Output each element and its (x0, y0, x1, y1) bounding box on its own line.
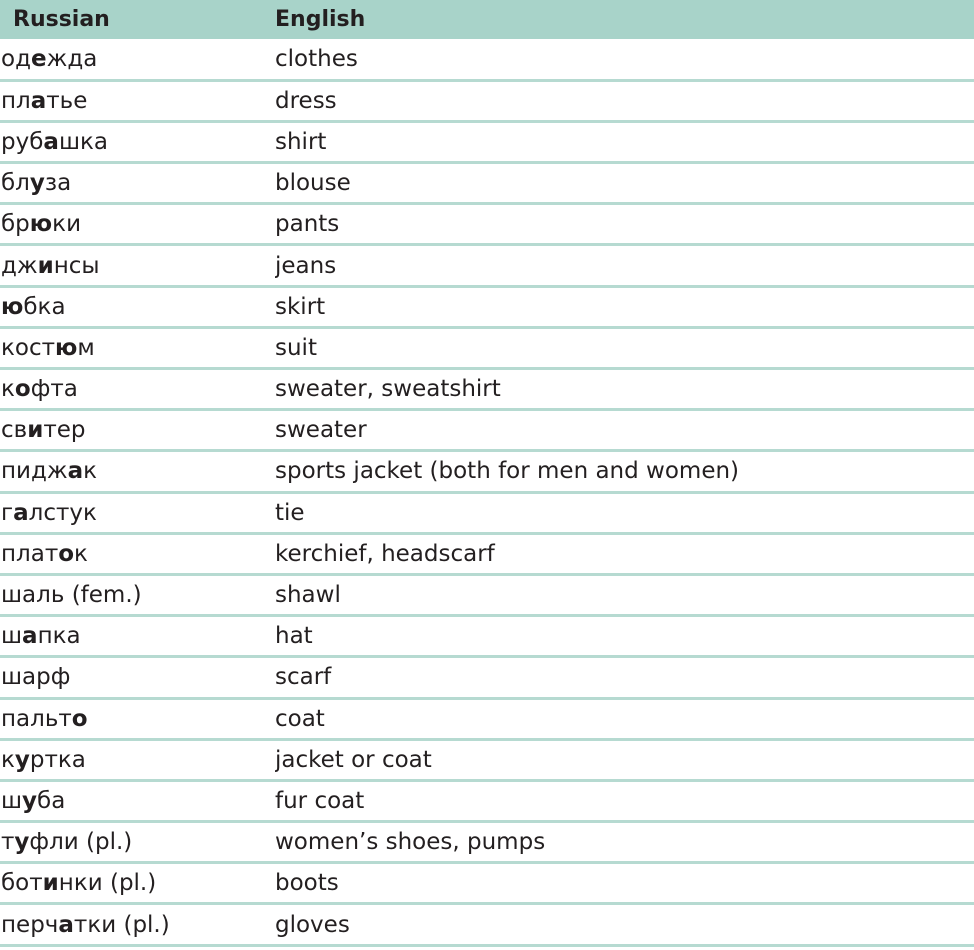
russian-word-part: ш (1, 623, 23, 650)
table-row (0, 616, 974, 657)
english-translation: tie (275, 492, 974, 533)
russian-word-part: фта (30, 376, 78, 403)
russian-word (0, 39, 275, 80)
russian-word (0, 163, 275, 204)
russian-word (0, 822, 275, 863)
russian-word (0, 616, 275, 657)
russian-word-part: лстук (28, 499, 97, 526)
stressed-vowel: а (13, 499, 29, 526)
russian-word-part: м (77, 334, 95, 361)
russian-word-part: шаль (fem.) (1, 582, 142, 609)
russian-word-part: руб (1, 128, 44, 155)
stressed-vowel: о (71, 705, 88, 732)
russian-word-part: пл (1, 87, 31, 114)
english-translation: suit (275, 327, 974, 368)
stressed-vowel: о (58, 540, 75, 567)
russian-word-part: од (1, 45, 31, 72)
table-row (0, 533, 974, 574)
russian-word-part: тер (43, 417, 86, 444)
english-translation: shirt (275, 121, 974, 162)
russian-word (0, 245, 275, 286)
stressed-vowel: ю (29, 211, 53, 238)
stressed-vowel: у (14, 746, 30, 773)
russian-word-part: тье (46, 87, 88, 114)
table-row (0, 369, 974, 410)
stressed-vowel: у (29, 170, 45, 197)
table-row (0, 698, 974, 739)
russian-word (0, 492, 275, 533)
stressed-vowel: а (67, 458, 84, 485)
russian-word-part: пка (37, 623, 81, 650)
russian-word-part: ш (1, 787, 23, 814)
russian-word (0, 286, 275, 327)
table-row (0, 163, 974, 204)
table-row (0, 451, 974, 492)
english-translation: jeans (275, 245, 974, 286)
table-row (0, 657, 974, 698)
stressed-vowel: е (30, 45, 47, 72)
russian-word-part: к (1, 376, 15, 403)
table-header (0, 0, 974, 39)
stressed-vowel: ю (1, 293, 24, 320)
english-translation: sweater (275, 410, 974, 451)
english-translation: blouse (275, 163, 974, 204)
english-translation: shawl (275, 574, 974, 615)
stressed-vowel: а (58, 911, 74, 938)
russian-word-part: т (1, 829, 15, 856)
table-row (0, 327, 974, 368)
russian-word (0, 80, 275, 121)
russian-word-part: шка (58, 128, 108, 155)
column-header-english: English (275, 7, 366, 32)
table-row (0, 780, 974, 821)
column-header-russian: Russian (13, 7, 110, 32)
english-translation: fur coat (275, 780, 974, 821)
english-translation: coat (275, 698, 974, 739)
english-translation: dress (275, 80, 974, 121)
russian-word (0, 204, 275, 245)
header-row (0, 0, 974, 39)
russian-word-part: дж (1, 252, 38, 279)
stressed-vowel: и (37, 252, 54, 279)
russian-word-part: нки (pl.) (58, 870, 157, 897)
russian-word-part: за (44, 170, 72, 197)
russian-word-part: пидж (1, 458, 68, 485)
russian-word (0, 410, 275, 451)
table-row (0, 739, 974, 780)
russian-word-part: к (1, 746, 15, 773)
russian-word-part: к (74, 540, 88, 567)
stressed-vowel: и (27, 417, 44, 444)
table-row (0, 204, 974, 245)
english-translation: pants (275, 204, 974, 245)
russian-word (0, 657, 275, 698)
table-row (0, 822, 974, 863)
english-translation: kerchief, headscarf (275, 533, 974, 574)
russian-word (0, 533, 275, 574)
russian-word-part: св (1, 417, 28, 444)
table-body (0, 39, 974, 945)
russian-word-part: бка (23, 293, 66, 320)
table-row (0, 245, 974, 286)
russian-word-part: г (1, 499, 14, 526)
russian-word (0, 863, 275, 904)
english-translation: jacket or coat (275, 739, 974, 780)
russian-word (0, 574, 275, 615)
table-row (0, 904, 974, 945)
table-row (0, 286, 974, 327)
english-translation: women’s shoes, pumps (275, 822, 974, 863)
russian-word (0, 904, 275, 945)
stressed-vowel: а (43, 128, 59, 155)
russian-word (0, 780, 275, 821)
russian-word-part: перч (1, 911, 59, 938)
table-row (0, 121, 974, 162)
russian-word-part: пальт (1, 705, 72, 732)
stressed-vowel: у (14, 829, 30, 856)
russian-word-part: к (83, 458, 98, 485)
stressed-vowel: ю (55, 334, 78, 361)
russian-word (0, 327, 275, 368)
russian-word-part: бот (1, 870, 43, 897)
russian-word-part: тки (pl.) (73, 911, 170, 938)
table-row (0, 80, 974, 121)
russian-word (0, 698, 275, 739)
english-translation: boots (275, 863, 974, 904)
english-translation: hat (275, 616, 974, 657)
russian-word-part: ки (52, 211, 82, 238)
russian-word (0, 369, 275, 410)
russian-word-part: плат (1, 540, 59, 567)
table-row (0, 39, 974, 80)
russian-word-part: ртка (29, 746, 86, 773)
stressed-vowel: а (22, 623, 38, 650)
table-row (0, 863, 974, 904)
russian-word-part: жда (46, 45, 98, 72)
table-row (0, 574, 974, 615)
russian-word (0, 739, 275, 780)
russian-word-part: бр (1, 211, 30, 238)
english-translation: sweater, sweatshirt (275, 369, 974, 410)
russian-word (0, 451, 275, 492)
russian-word (0, 121, 275, 162)
russian-word-part: кост (1, 334, 56, 361)
stressed-vowel: о (14, 376, 31, 403)
russian-word-part: фли (pl.) (29, 829, 133, 856)
russian-word-part: шарф (1, 664, 71, 691)
stressed-vowel: у (22, 787, 38, 814)
english-translation: gloves (275, 904, 974, 945)
english-translation: skirt (275, 286, 974, 327)
stressed-vowel: а (30, 87, 47, 114)
stressed-vowel: и (42, 870, 59, 897)
table-row (0, 410, 974, 451)
english-translation: clothes (275, 39, 974, 80)
english-translation: sports jacket (both for men and women) (275, 451, 974, 492)
table-row (0, 492, 974, 533)
english-translation: scarf (275, 657, 974, 698)
russian-word-part: нсы (53, 252, 100, 279)
russian-word-part: бл (1, 170, 30, 197)
russian-word-part: ба (37, 787, 66, 814)
